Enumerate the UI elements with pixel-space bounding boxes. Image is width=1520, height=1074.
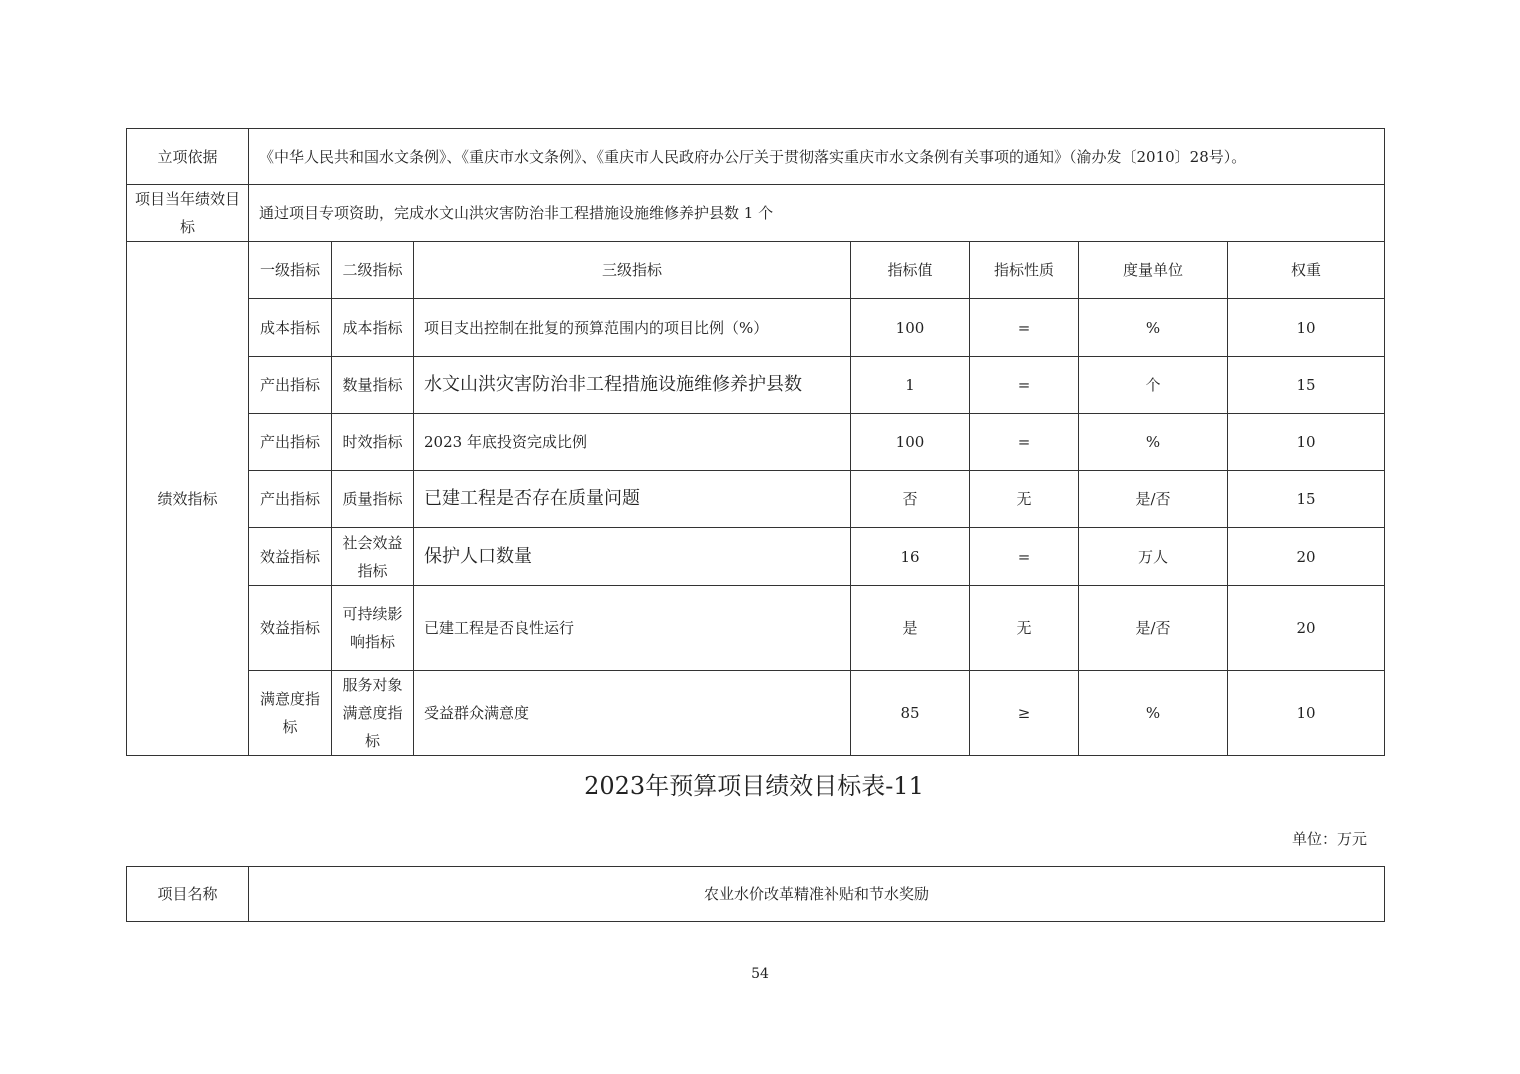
basis-text: 《中华人民共和国水文条例》、《重庆市水文条例》、《重庆市人民政府办公厅关于贯彻落实重庆市水文条例有关事项的通知》（渝办发〔2010〕28号）。	[249, 129, 1385, 185]
level1-cell: 效益指标	[249, 586, 332, 671]
weight-cell: 10	[1228, 299, 1385, 357]
nature-cell: 无	[970, 471, 1079, 528]
header-weight: 权重	[1228, 242, 1385, 299]
indicator-row	[127, 299, 1385, 357]
nature-cell: =	[970, 357, 1079, 414]
weight-cell: 10	[1228, 414, 1385, 471]
unit-cell: 是/否	[1079, 471, 1228, 528]
level1-cell: 产出指标	[249, 357, 332, 414]
level1-cell: 产出指标	[249, 471, 332, 528]
indicator-row	[127, 671, 1385, 756]
level2-cell: 服务对象满意度指标	[332, 671, 414, 756]
nature-cell: ≥	[970, 671, 1079, 756]
weight-cell: 15	[1228, 471, 1385, 528]
project-name-value: 农业水价改革精准补贴和节水奖励	[249, 867, 1385, 922]
nature-cell: 无	[970, 586, 1079, 671]
value-cell: 100	[851, 414, 970, 471]
basis-label: 立项依据	[127, 129, 249, 185]
level3-cell: 受益群众满意度	[414, 671, 851, 756]
project-name-table	[126, 866, 1385, 922]
indicator-row	[127, 357, 1385, 414]
level3-cell: 2023 年底投资完成比例	[414, 414, 851, 471]
weight-cell: 10	[1228, 671, 1385, 756]
basis-row	[127, 129, 1385, 185]
level3-cell: 已建工程是否良性运行	[414, 586, 851, 671]
indicator-row	[127, 414, 1385, 471]
unit-label: 单位：万元	[1292, 830, 1368, 848]
annual-goal-text: 通过项目专项资助，完成水文山洪灾害防治非工程措施设施维修养护县数 1 个	[249, 185, 1385, 242]
value-cell: 85	[851, 671, 970, 756]
header-unit: 度量单位	[1079, 242, 1228, 299]
level3-cell: 水文山洪灾害防治非工程措施设施维修养护县数	[414, 357, 851, 414]
header-level2: 二级指标	[332, 242, 414, 299]
weight-cell: 20	[1228, 586, 1385, 671]
annual-goal-label: 项目当年绩效目标	[127, 185, 249, 242]
nature-cell: =	[970, 299, 1079, 357]
level2-cell: 可持续影响指标	[332, 586, 414, 671]
level3-cell: 已建工程是否存在质量问题	[414, 471, 851, 528]
weight-cell: 20	[1228, 528, 1385, 586]
level2-cell: 时效指标	[332, 414, 414, 471]
level3-cell: 保护人口数量	[414, 528, 851, 586]
annual-goal-row	[127, 185, 1385, 242]
unit-cell: %	[1079, 414, 1228, 471]
nature-cell: =	[970, 414, 1079, 471]
unit-cell: 万人	[1079, 528, 1228, 586]
nature-cell: =	[970, 528, 1079, 586]
next-table-title: 2023年预算项目绩效目标表-11	[584, 772, 924, 800]
level2-cell: 成本指标	[332, 299, 414, 357]
level1-cell: 满意度指标	[249, 671, 332, 756]
value-cell: 1	[851, 357, 970, 414]
unit-cell: 是/否	[1079, 586, 1228, 671]
weight-cell: 15	[1228, 357, 1385, 414]
indicator-row	[127, 471, 1385, 528]
page-number: 54	[751, 966, 769, 982]
value-cell: 100	[851, 299, 970, 357]
project-name-row	[127, 867, 1385, 922]
level3-cell: 项目支出控制在批复的预算范围内的项目比例（%）	[414, 299, 851, 357]
unit-cell: %	[1079, 299, 1228, 357]
indicators-label: 绩效指标	[127, 242, 249, 756]
value-cell: 16	[851, 528, 970, 586]
indicator-row	[127, 586, 1385, 671]
unit-cell: %	[1079, 671, 1228, 756]
header-value: 指标值	[851, 242, 970, 299]
value-cell: 是	[851, 586, 970, 671]
header-level1: 一级指标	[249, 242, 332, 299]
indicator-row	[127, 528, 1385, 586]
header-nature: 指标性质	[970, 242, 1079, 299]
level1-cell: 产出指标	[249, 414, 332, 471]
performance-target-table	[126, 128, 1385, 756]
value-cell: 否	[851, 471, 970, 528]
indicator-header-row	[127, 242, 1385, 299]
level2-cell: 质量指标	[332, 471, 414, 528]
level2-cell: 数量指标	[332, 357, 414, 414]
level1-cell: 成本指标	[249, 299, 332, 357]
level1-cell: 效益指标	[249, 528, 332, 586]
level2-cell: 社会效益指标	[332, 528, 414, 586]
project-name-label: 项目名称	[127, 867, 249, 922]
header-level3: 三级指标	[414, 242, 851, 299]
unit-cell: 个	[1079, 357, 1228, 414]
